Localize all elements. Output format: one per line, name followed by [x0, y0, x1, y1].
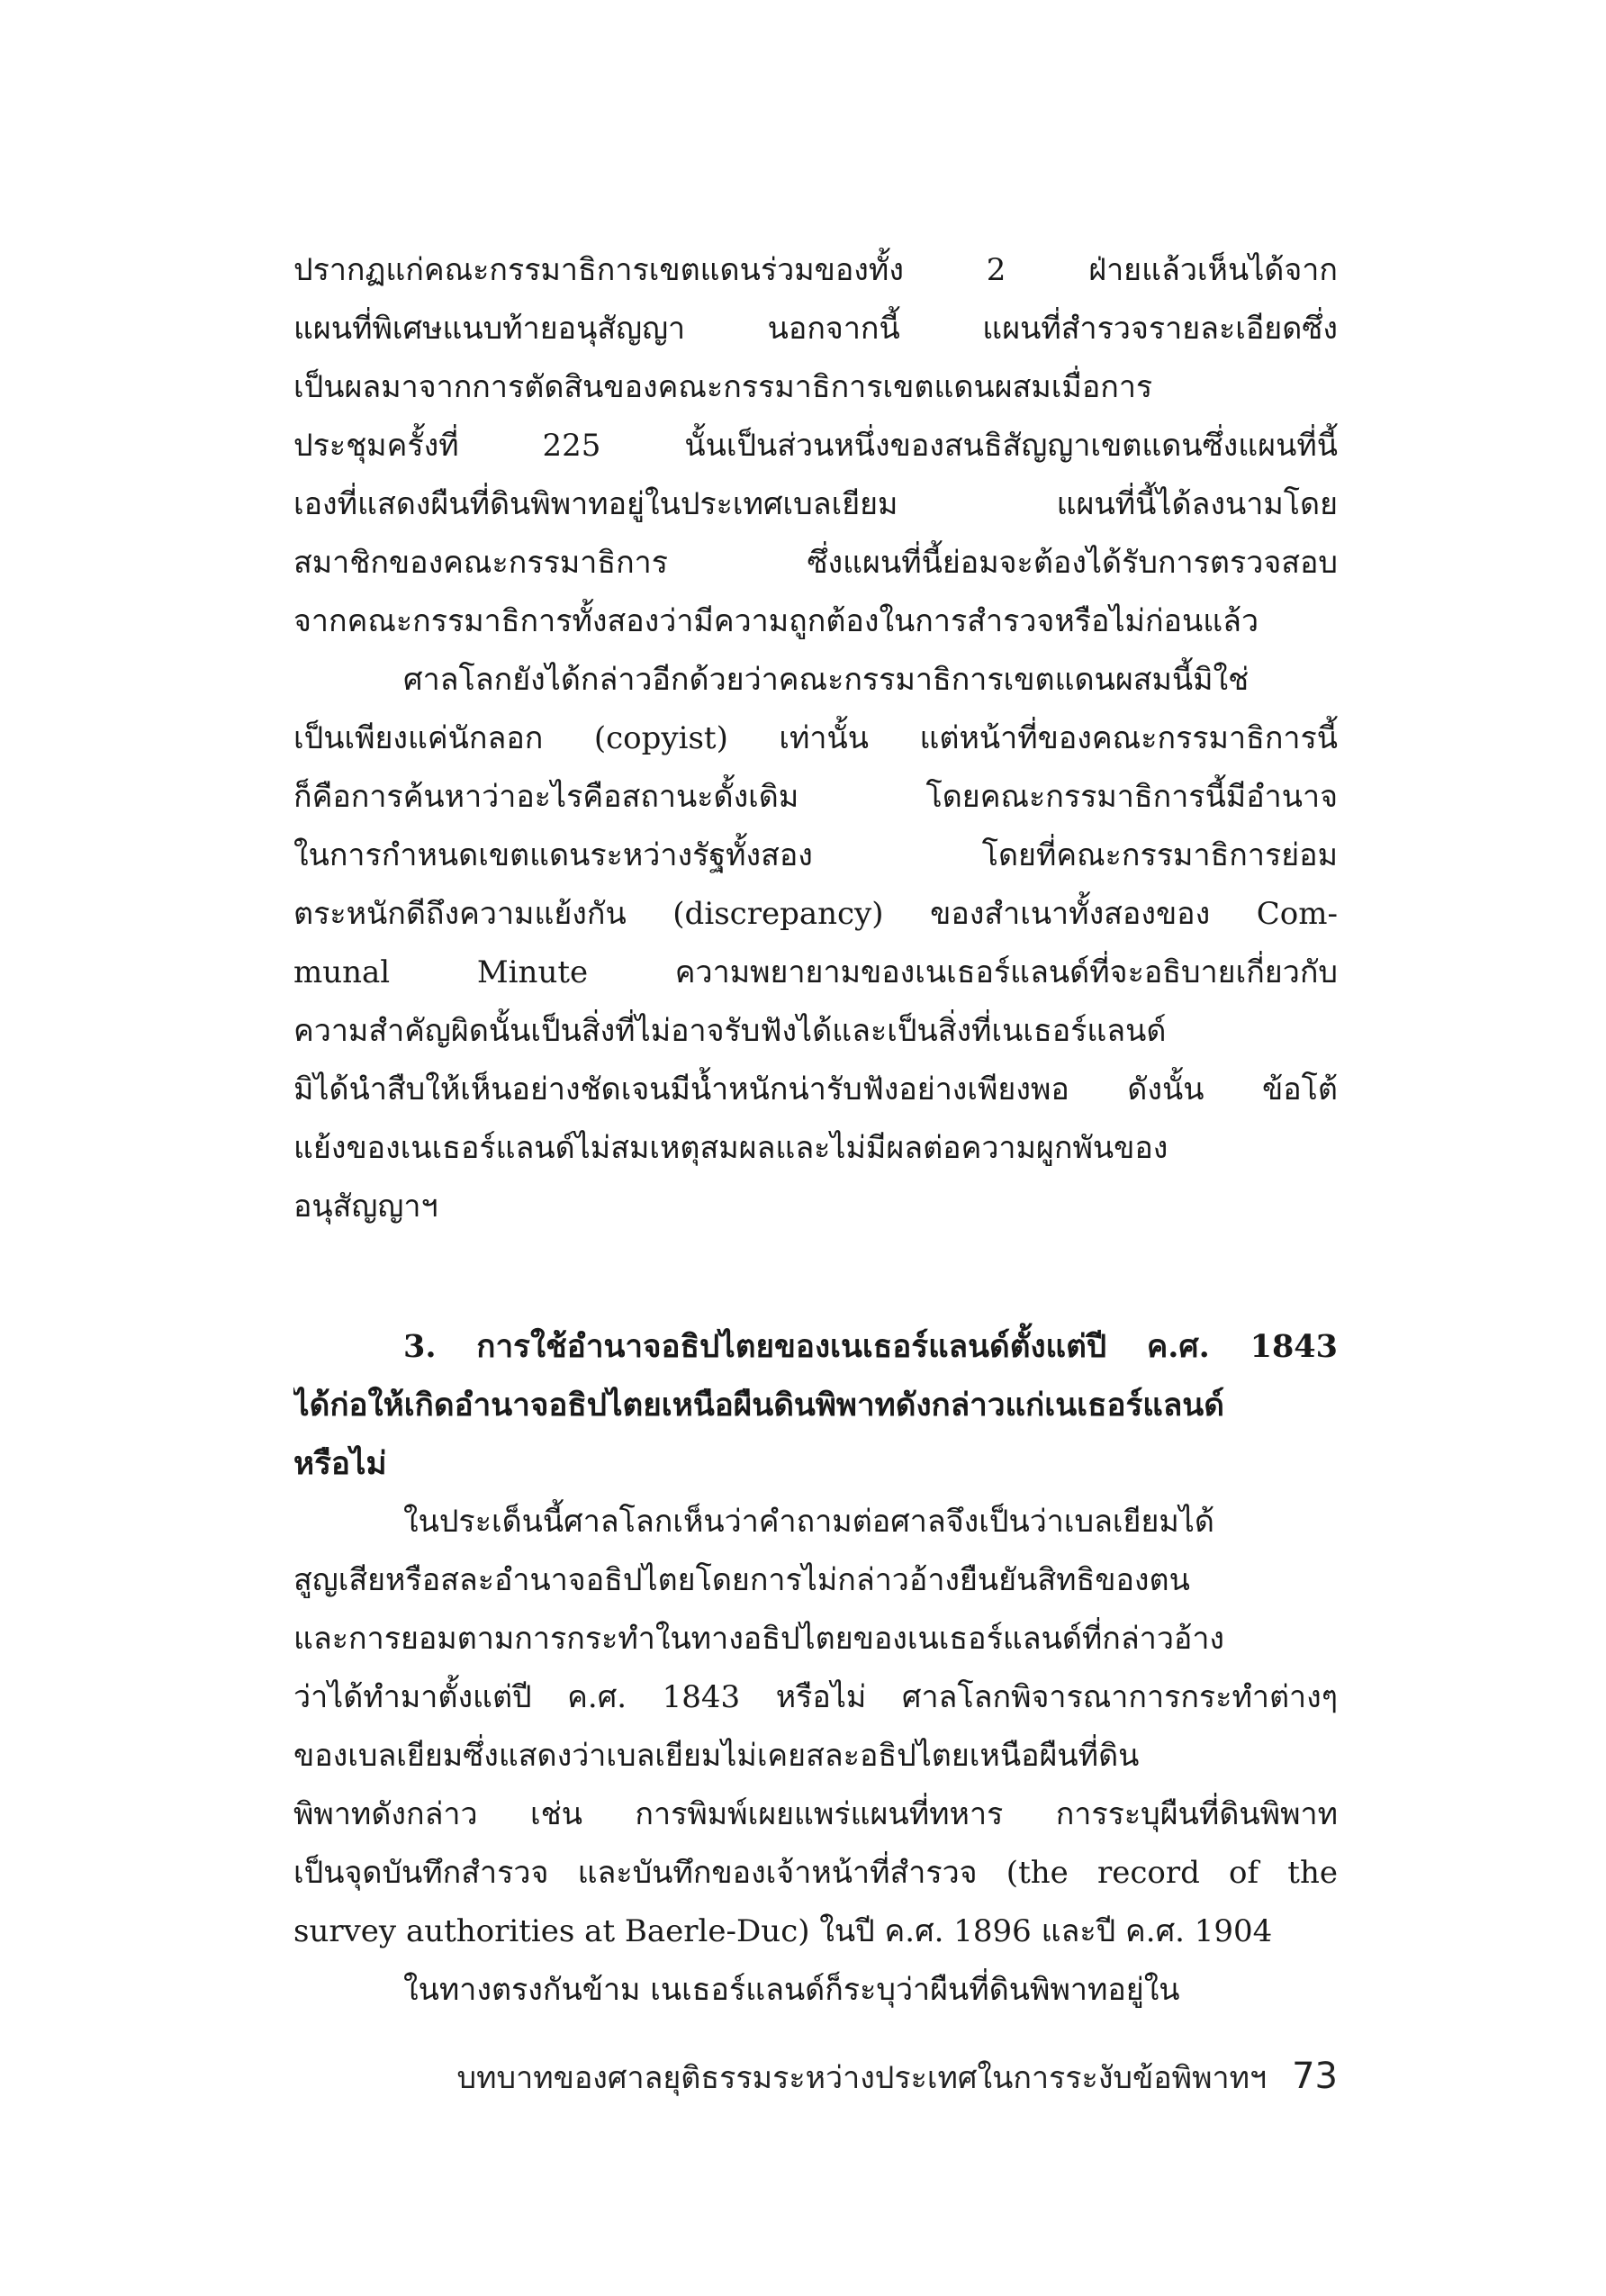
paragraph-2 [293, 651, 1338, 1236]
text-line: ปรากฏแก่คณะกรรมาธิการเขตแดนร่วมของทั้ง 2 ฝ่ายแล้วเห็นได้จาก [293, 252, 1338, 288]
text-line: survey authorities at Baerle-Duc) ในปี ค.ศ. 1896 และปี ค.ศ. 1904 [293, 1913, 1273, 1949]
text-line: ในการกำหนดเขตแดนระหว่างรัฐทั้งสอง โดยที่คณะกรรมาธิการย่อม [293, 837, 1338, 873]
heading-line: หรือไม่ [293, 1445, 387, 1482]
text-line: ก็คือการค้นหาว่าอะไรคือสถานะดั้งเดิม โดยคณะกรรมาธิการนี้มีอำนาจ [293, 779, 1338, 815]
text-line: ความสำคัญผิดนั้นเป็นสิ่งที่ไม่อาจรับฟังได้และเป็นสิ่งที่เนเธอร์แลนด์ [293, 1013, 1167, 1049]
paragraph-1 [293, 241, 1338, 651]
text-line: เองที่แสดงผืนที่ดินพิพาทอยู่ในประเทศเบลเยียม แผนที่นี้ได้ลงนามโดย [293, 486, 1338, 522]
text-line: พิพาทดังกล่าว เช่น การพิมพ์เผยแพร่แผนที่ทหาร การระบุผืนที่ดินพิพาท [293, 1796, 1338, 1832]
text-line: และการยอมตามการกระทำในทางอธิปไตยของเนเธอร์แลนด์ที่กล่าวอ้าง [293, 1621, 1225, 1657]
page-footer [293, 2053, 1338, 2116]
paragraph-4 [293, 1961, 1338, 2020]
text-line: ของเบลเยียมซึ่งแสดงว่าเบลเยียมไม่เคยสละอธิปไตยเหนือผืนที่ดิน [293, 1738, 1140, 1774]
text-line: ว่าได้ทำมาตั้งแต่ปี ค.ศ. 1843 หรือไม่ ศาลโลกพิจารณาการกระทำต่างๆ [293, 1679, 1338, 1715]
text-line: ในทางตรงกันข้าม เนเธอร์แลนด์ก็ระบุว่าผืนที่ดินพิพาทอยู่ใน [403, 1972, 1180, 2008]
text-line: munal Minute ความพยายามของเนเธอร์แลนด์ที่จะอธิบายเกี่ยวกับ [293, 954, 1338, 990]
text-line: ตระหนักดีถึงความแย้งกัน (discrepancy) ของสำเนาทั้งสองของ Com- [293, 896, 1338, 932]
text-line: เป็นผลมาจากการตัดสินของคณะกรรมาธิการเขตแดนผสมเมื่อการ [293, 369, 1153, 405]
text-line: เป็นจุดบันทึกสำรวจ และบันทึกของเจ้าหน้าที่สำรวจ (the record of the [293, 1855, 1338, 1891]
section-spacer [293, 1236, 1338, 1317]
page-number: 73 [1292, 2056, 1338, 2097]
text-line: แผนที่พิเศษแนบท้ายอนุสัญญา นอกจากนี้ แผนที่สำรวจรายละเอียดซึ่ง [293, 311, 1338, 347]
text-line: แย้งของเนเธอร์แลนด์ไม่สมเหตุสมผลและไม่มีผลต่อความผูกพันของ [293, 1130, 1168, 1166]
text-line: ในประเด็นนี้ศาลโลกเห็นว่าคำถามต่อศาลจึงเป็นว่าเบลเยียมได้ [403, 1504, 1214, 1540]
text-line: สูญเสียหรือสละอำนาจอธิปไตยโดยการไม่กล่าวอ้างยืนยันสิทธิของตน [293, 1562, 1190, 1598]
body-text [293, 241, 1338, 2020]
heading-line: 3. การใช้อำนาจอธิปไตยของเนเธอร์แลนด์ตั้งแต่ปี ค.ศ. 1843 [403, 1328, 1338, 1365]
text-line: จากคณะกรรมาธิการทั้งสองว่ามีความถูกต้องในการสำรวจหรือไม่ก่อนแล้ว [293, 603, 1259, 639]
section-heading [293, 1317, 1338, 1493]
paragraph-3 [293, 1493, 1338, 1961]
text-line: ประชุมครั้งที่ 225 นั้นเป็นส่วนหนึ่งของสนธิสัญญาเขตแดนซึ่งแผนที่นี้ [293, 428, 1338, 464]
text-line: ศาลโลกยังได้กล่าวอีกด้วยว่าคณะกรรมาธิการเขตแดนผสมนี้มิใช่ [403, 662, 1250, 698]
text-line: มิได้นำสืบให้เห็นอย่างชัดเจนมีน้ำหนักน่ารับฟังอย่างเพียงพอ ดังนั้น ข้อโต้ [293, 1071, 1338, 1107]
text-line: เป็นเพียงแค่นักลอก (copyist) เท่านั้น แต่หน้าที่ของคณะกรรมาธิการนี้ [293, 720, 1338, 756]
text-line: สมาชิกของคณะกรรมาธิการ ซึ่งแผนที่นี้ย่อมจะต้องได้รับการตรวจสอบ [293, 545, 1338, 581]
heading-line: ได้ก่อให้เกิดอำนาจอธิปไตยเหนือผืนดินพิพาทดังกล่าวแก่เนเธอร์แลนด์ [293, 1387, 1224, 1424]
text-line: อนุสัญญาฯ [293, 1189, 438, 1225]
running-footer-title: บทบาทของศาลยุติธรรมระหว่างประเทศในการระงับข้อพิพาทฯ [456, 2060, 1268, 2096]
